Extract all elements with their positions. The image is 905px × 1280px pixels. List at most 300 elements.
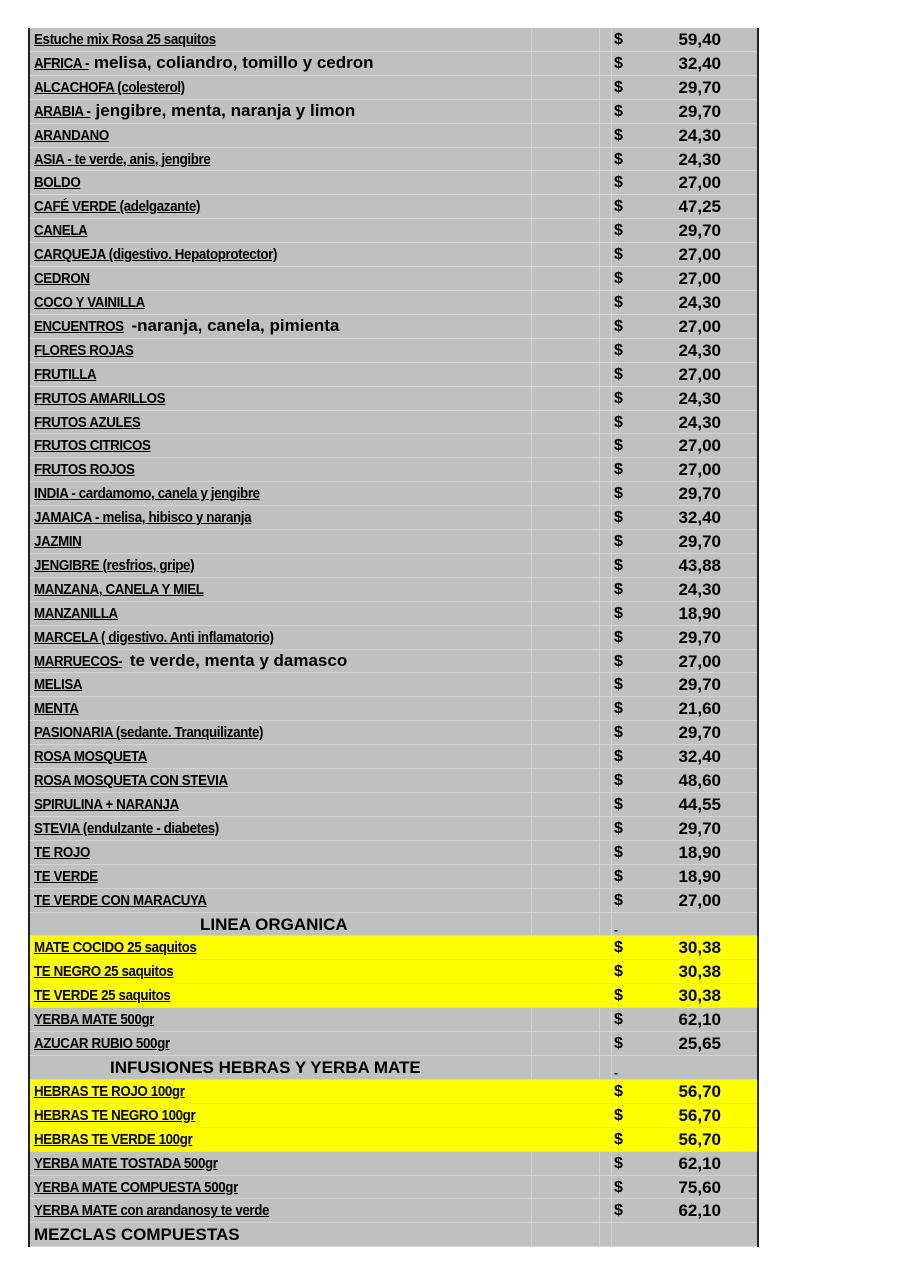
- currency-symbol: $: [614, 556, 623, 574]
- product-name: TE VERDE: [34, 868, 98, 885]
- price-cell: 27,00: [678, 436, 721, 456]
- product-name: JAMAICA - melisa, hibisco y naranja: [34, 510, 252, 527]
- currency-cell: [612, 506, 662, 529]
- table-row: [30, 745, 757, 769]
- table-row: [30, 1032, 757, 1056]
- table-row: [30, 171, 757, 195]
- section-header-row: [30, 913, 757, 937]
- table-row: [30, 697, 757, 721]
- price-cell: 27,00: [678, 245, 721, 265]
- table-row: [30, 1128, 757, 1152]
- product-name: Estuche mix Rosa 25 saquitos: [34, 32, 216, 48]
- empty-cell: [600, 315, 612, 338]
- empty-cell: [600, 1176, 612, 1199]
- product-name: SPIRULINA + NARANJA: [34, 797, 179, 813]
- price-cell: 29,70: [678, 723, 721, 743]
- empty-cell: [532, 889, 600, 912]
- empty-cell: [532, 387, 600, 410]
- currency-cell: [612, 554, 662, 577]
- product-cell: [30, 865, 532, 888]
- product-cell: [30, 889, 532, 912]
- empty-cell: [600, 243, 612, 266]
- currency-cell: [612, 650, 662, 673]
- currency-cell: [612, 1128, 662, 1151]
- currency-symbol: $: [614, 604, 623, 622]
- empty-cell: [600, 52, 612, 75]
- currency-cell: [612, 626, 662, 649]
- currency-cell: [612, 458, 662, 481]
- dash-mark: -: [614, 922, 618, 937]
- price-cell: 18,90: [678, 603, 721, 623]
- product-cell: [30, 578, 532, 601]
- empty-cell: [532, 434, 600, 457]
- empty-cell: [600, 387, 612, 410]
- empty-cell: [532, 865, 600, 888]
- price-cell: [662, 1223, 755, 1246]
- currency-cell: [612, 817, 662, 840]
- table-row: [30, 1008, 757, 1032]
- product-description: jengibre, menta, naranja y limon: [95, 100, 356, 120]
- empty-cell: [600, 482, 612, 505]
- price-cell: 21,60: [678, 699, 721, 719]
- currency-cell: [612, 602, 662, 625]
- currency-symbol: $: [614, 150, 623, 168]
- currency-cell: [612, 841, 662, 864]
- price-cell: 27,00: [678, 890, 721, 910]
- empty-cell: [600, 171, 612, 194]
- section-header-row: [30, 1223, 757, 1247]
- currency-symbol: $: [614, 580, 623, 598]
- table-row: [30, 411, 757, 435]
- empty-cell: [532, 339, 600, 362]
- product-cell: [30, 339, 532, 362]
- empty-cell: [532, 52, 600, 75]
- currency-cell: [612, 1008, 662, 1031]
- empty-cell: [532, 458, 600, 481]
- empty-cell: [600, 841, 612, 864]
- empty-cell: [600, 1080, 612, 1103]
- empty-cell: [532, 1128, 600, 1151]
- price-cell: 24,30: [678, 340, 721, 360]
- currency-cell: [612, 1152, 662, 1175]
- currency-cell: [612, 984, 662, 1007]
- currency-cell: [612, 1056, 662, 1079]
- product-cell: [30, 913, 532, 936]
- product-name: YERBA MATE con arandanosy te verde: [34, 1203, 270, 1220]
- table-row: [30, 721, 757, 745]
- product-name: MANZANA, CANELA Y MIEL: [34, 581, 204, 598]
- currency-symbol: $: [614, 31, 623, 48]
- currency-symbol: $: [614, 317, 623, 335]
- product-name: ENCUENTROS: [34, 318, 124, 335]
- product-name: FRUTILLA: [34, 366, 97, 383]
- currency-cell: [612, 76, 662, 99]
- empty-cell: [532, 960, 600, 983]
- table-row: [30, 578, 757, 602]
- table-row: [30, 984, 757, 1008]
- table-row: [30, 650, 757, 674]
- empty-cell: [532, 195, 600, 218]
- price-cell: 24,30: [678, 149, 721, 169]
- currency-cell: [612, 1032, 662, 1055]
- product-cell: [30, 841, 532, 864]
- currency-cell: [612, 291, 662, 314]
- table-row: [30, 267, 757, 291]
- currency-symbol: $: [614, 867, 623, 885]
- price-cell: 25,65: [678, 1034, 721, 1054]
- empty-cell: [600, 506, 612, 529]
- currency-symbol: $: [614, 1130, 623, 1148]
- currency-cell: [612, 865, 662, 888]
- empty-cell: [600, 219, 612, 242]
- empty-cell: [532, 506, 600, 529]
- section-title: INFUSIONES HEBRAS Y YERBA MATE: [110, 1057, 421, 1077]
- currency-symbol: $: [614, 1011, 623, 1029]
- product-name: TE NEGRO 25 saquitos: [34, 964, 174, 981]
- empty-cell: [532, 363, 600, 386]
- empty-cell: [532, 315, 600, 338]
- product-cell: [30, 602, 532, 625]
- table-row: [30, 482, 757, 506]
- empty-cell: [600, 291, 612, 314]
- price-cell: 27,00: [678, 364, 721, 384]
- currency-cell: [612, 673, 662, 696]
- empty-cell: [600, 1128, 612, 1151]
- currency-symbol: $: [614, 341, 623, 359]
- product-name: FRUTOS AMARILLOS: [34, 390, 166, 407]
- empty-cell: [532, 1032, 600, 1055]
- section-header-row: [30, 1056, 757, 1080]
- product-name: ARANDANO: [34, 127, 109, 144]
- product-cell: [30, 1152, 532, 1175]
- empty-cell: [600, 124, 612, 147]
- price-cell: 48,60: [678, 771, 721, 791]
- currency-symbol: $: [614, 533, 623, 551]
- empty-cell: [600, 721, 612, 744]
- currency-symbol: $: [614, 54, 623, 72]
- empty-cell: [532, 124, 600, 147]
- price-cell: 62,10: [678, 1010, 721, 1030]
- currency-cell: [612, 960, 662, 983]
- product-cell: [30, 363, 532, 386]
- product-cell: [30, 817, 532, 840]
- currency-cell: [612, 482, 662, 505]
- currency-cell: [612, 1104, 662, 1127]
- currency-symbol: $: [614, 819, 623, 837]
- price-cell: 29,70: [678, 675, 721, 695]
- empty-cell: [600, 936, 612, 959]
- price-cell: 32,40: [678, 53, 721, 73]
- product-name: ARABIA -: [34, 103, 91, 120]
- price-cell: [662, 1056, 755, 1079]
- table-row: [30, 554, 757, 578]
- table-row: [30, 673, 757, 697]
- empty-cell: [532, 745, 600, 768]
- empty-cell: [532, 650, 600, 673]
- table-row: [30, 817, 757, 841]
- product-name: BOLDO: [34, 175, 81, 192]
- currency-cell: [612, 100, 662, 123]
- price-cell: 24,30: [678, 579, 721, 599]
- product-name: CANELA: [34, 223, 88, 240]
- table-row: [30, 936, 757, 960]
- price-cell: 47,25: [678, 197, 721, 217]
- currency-cell: [612, 315, 662, 338]
- price-cell: 44,55: [678, 795, 721, 814]
- currency-cell: [612, 28, 662, 51]
- price-cell: 24,30: [678, 388, 721, 408]
- table-row: [30, 28, 757, 52]
- currency-cell: [612, 124, 662, 147]
- currency-symbol: $: [614, 102, 623, 120]
- empty-cell: [532, 984, 600, 1007]
- table-row: [30, 865, 757, 889]
- empty-cell: [600, 745, 612, 768]
- product-name: HEBRAS TE VERDE 100gr: [34, 1131, 193, 1148]
- price-cell: 29,70: [678, 77, 721, 97]
- product-cell: [30, 721, 532, 744]
- product-name: AFRICA -: [34, 55, 90, 72]
- empty-cell: [600, 793, 612, 816]
- currency-symbol: $: [614, 724, 623, 742]
- currency-cell: [612, 171, 662, 194]
- currency-symbol: $: [614, 485, 623, 503]
- empty-cell: [600, 1199, 612, 1222]
- product-cell: [30, 650, 532, 673]
- empty-cell: [532, 76, 600, 99]
- product-cell: [30, 984, 532, 1007]
- product-name: FLORES ROJAS: [34, 342, 134, 359]
- empty-cell: [600, 1104, 612, 1127]
- empty-cell: [532, 578, 600, 601]
- empty-cell: [600, 1008, 612, 1031]
- empty-cell: [532, 602, 600, 625]
- price-cell: 62,10: [678, 1153, 721, 1173]
- price-cell: 29,70: [678, 627, 721, 647]
- product-description: te verde, menta y damasco: [129, 650, 348, 670]
- price-cell: 75,60: [678, 1177, 721, 1197]
- product-cell: [30, 1223, 532, 1246]
- currency-cell: [612, 1223, 662, 1246]
- empty-cell: [600, 28, 612, 51]
- empty-cell: [532, 793, 600, 816]
- price-cell: 29,70: [678, 221, 721, 241]
- product-description: -naranja, canela, pimienta: [131, 315, 340, 335]
- empty-cell: [600, 76, 612, 99]
- currency-symbol: $: [614, 461, 623, 479]
- currency-symbol: $: [614, 748, 623, 766]
- product-cell: [30, 243, 532, 266]
- empty-cell: [532, 626, 600, 649]
- empty-cell: [600, 697, 612, 720]
- currency-cell: [612, 243, 662, 266]
- table-row: [30, 339, 757, 363]
- product-description: melisa, coliandro, tomillo y cedron: [93, 52, 374, 72]
- empty-cell: [532, 1080, 600, 1103]
- price-cell: 30,38: [678, 938, 721, 958]
- product-cell: [30, 171, 532, 194]
- product-cell: [30, 458, 532, 481]
- table-row: [30, 124, 757, 148]
- table-row: [30, 1080, 757, 1104]
- table-row: [30, 889, 757, 913]
- product-cell: [30, 673, 532, 696]
- empty-cell: [600, 554, 612, 577]
- empty-cell: [532, 148, 600, 171]
- price-cell: 29,70: [678, 484, 721, 504]
- empty-cell: [532, 554, 600, 577]
- currency-symbol: $: [614, 78, 623, 96]
- currency-symbol: $: [614, 413, 623, 431]
- product-cell: [30, 1032, 532, 1055]
- empty-cell: [600, 578, 612, 601]
- product-name: TE ROJO: [34, 844, 90, 861]
- currency-symbol: $: [614, 676, 623, 694]
- product-name: ROSA MOSQUETA CON STEVIA: [34, 773, 228, 790]
- currency-cell: [612, 578, 662, 601]
- product-name: FRUTOS ROJOS: [34, 462, 135, 479]
- currency-symbol: $: [614, 628, 623, 646]
- currency-symbol: $: [614, 939, 623, 957]
- currency-cell: [612, 434, 662, 457]
- empty-cell: [600, 865, 612, 888]
- empty-cell: [600, 817, 612, 840]
- currency-cell: [612, 148, 662, 171]
- currency-cell: [612, 387, 662, 410]
- table-row: [30, 363, 757, 387]
- empty-cell: [600, 267, 612, 290]
- table-row: [30, 1152, 757, 1176]
- currency-symbol: $: [614, 1035, 623, 1053]
- table-row: [30, 530, 757, 554]
- empty-cell: [600, 195, 612, 218]
- currency-cell: [612, 936, 662, 959]
- price-cell: 27,00: [678, 173, 721, 193]
- empty-cell: [600, 650, 612, 673]
- empty-cell: [600, 960, 612, 983]
- price-cell: 62,10: [678, 1201, 721, 1221]
- product-cell: [30, 434, 532, 457]
- product-name: PASIONARIA (sedante. Tranquilizante): [34, 725, 264, 742]
- product-cell: [30, 124, 532, 147]
- empty-cell: [532, 817, 600, 840]
- empty-cell: [532, 1104, 600, 1127]
- product-cell: [30, 1128, 532, 1151]
- product-name: INDIA - cardamomo, canela y jengibre: [34, 486, 260, 503]
- empty-cell: [532, 219, 600, 242]
- currency-symbol: $: [614, 293, 623, 311]
- currency-cell: [612, 363, 662, 386]
- price-cell: 56,70: [678, 1129, 721, 1149]
- section-title: LINEA ORGANICA: [200, 914, 348, 934]
- product-name: JENGIBRE (resfrios, gripe): [34, 557, 195, 574]
- price-list-table: [28, 28, 759, 1247]
- empty-cell: [600, 434, 612, 457]
- empty-cell: [600, 363, 612, 386]
- table-row: [30, 315, 757, 339]
- product-name: MANZANILLA: [34, 605, 118, 622]
- product-cell: [30, 482, 532, 505]
- currency-symbol: $: [614, 1202, 623, 1220]
- empty-cell: [532, 1008, 600, 1031]
- product-cell: [30, 530, 532, 553]
- currency-symbol: $: [614, 796, 623, 813]
- empty-cell: [532, 913, 600, 936]
- product-cell: [30, 793, 532, 816]
- empty-cell: [600, 626, 612, 649]
- currency-symbol: $: [614, 389, 623, 407]
- empty-cell: [532, 673, 600, 696]
- product-cell: [30, 28, 532, 51]
- product-name: HEBRAS TE ROJO 100gr: [34, 1083, 185, 1100]
- currency-cell: [612, 1080, 662, 1103]
- currency-cell: [612, 745, 662, 768]
- product-cell: [30, 554, 532, 577]
- product-cell: [30, 960, 532, 983]
- product-name: MELISA: [34, 677, 83, 694]
- currency-cell: [612, 913, 662, 936]
- table-row: [30, 458, 757, 482]
- empty-cell: [532, 291, 600, 314]
- table-row: [30, 76, 757, 100]
- dash-mark: -: [614, 1065, 618, 1080]
- table-row: [30, 1199, 757, 1223]
- product-name: FRUTOS CITRICOS: [34, 438, 151, 455]
- product-name: MARRUECOS-: [34, 653, 123, 670]
- empty-cell: [532, 243, 600, 266]
- price-cell: 30,38: [678, 986, 721, 1006]
- price-cell: 30,38: [678, 962, 721, 982]
- price-cell: 18,90: [678, 842, 721, 862]
- product-cell: [30, 387, 532, 410]
- empty-cell: [532, 841, 600, 864]
- currency-cell: [612, 889, 662, 912]
- currency-cell: [612, 219, 662, 242]
- empty-cell: [532, 769, 600, 792]
- price-cell: 59,40: [678, 30, 721, 49]
- currency-cell: [612, 195, 662, 218]
- product-cell: [30, 76, 532, 99]
- product-cell: [30, 148, 532, 171]
- table-row: [30, 602, 757, 626]
- empty-cell: [532, 530, 600, 553]
- product-cell: [30, 769, 532, 792]
- table-row: [30, 769, 757, 793]
- currency-cell: [612, 769, 662, 792]
- price-cell: 32,40: [678, 508, 721, 528]
- empty-cell: [600, 1032, 612, 1055]
- price-cell: 27,00: [678, 460, 721, 480]
- price-cell: 29,70: [678, 532, 721, 552]
- product-name: MATE COCIDO 25 saquitos: [34, 940, 197, 957]
- price-cell: [662, 913, 755, 936]
- currency-symbol: $: [614, 126, 623, 144]
- product-cell: [30, 267, 532, 290]
- empty-cell: [532, 28, 600, 51]
- product-cell: [30, 315, 532, 338]
- table-row: [30, 100, 757, 124]
- currency-symbol: $: [614, 198, 623, 216]
- product-name: YERBA MATE 500gr: [34, 1012, 155, 1029]
- product-cell: [30, 697, 532, 720]
- currency-symbol: $: [614, 437, 623, 455]
- product-name: YERBA MATE TOSTADA 500gr: [34, 1155, 218, 1172]
- empty-cell: [532, 171, 600, 194]
- currency-symbol: $: [614, 1154, 623, 1172]
- product-cell: [30, 100, 532, 123]
- price-cell: 56,70: [678, 1081, 721, 1101]
- table-row: [30, 1104, 757, 1128]
